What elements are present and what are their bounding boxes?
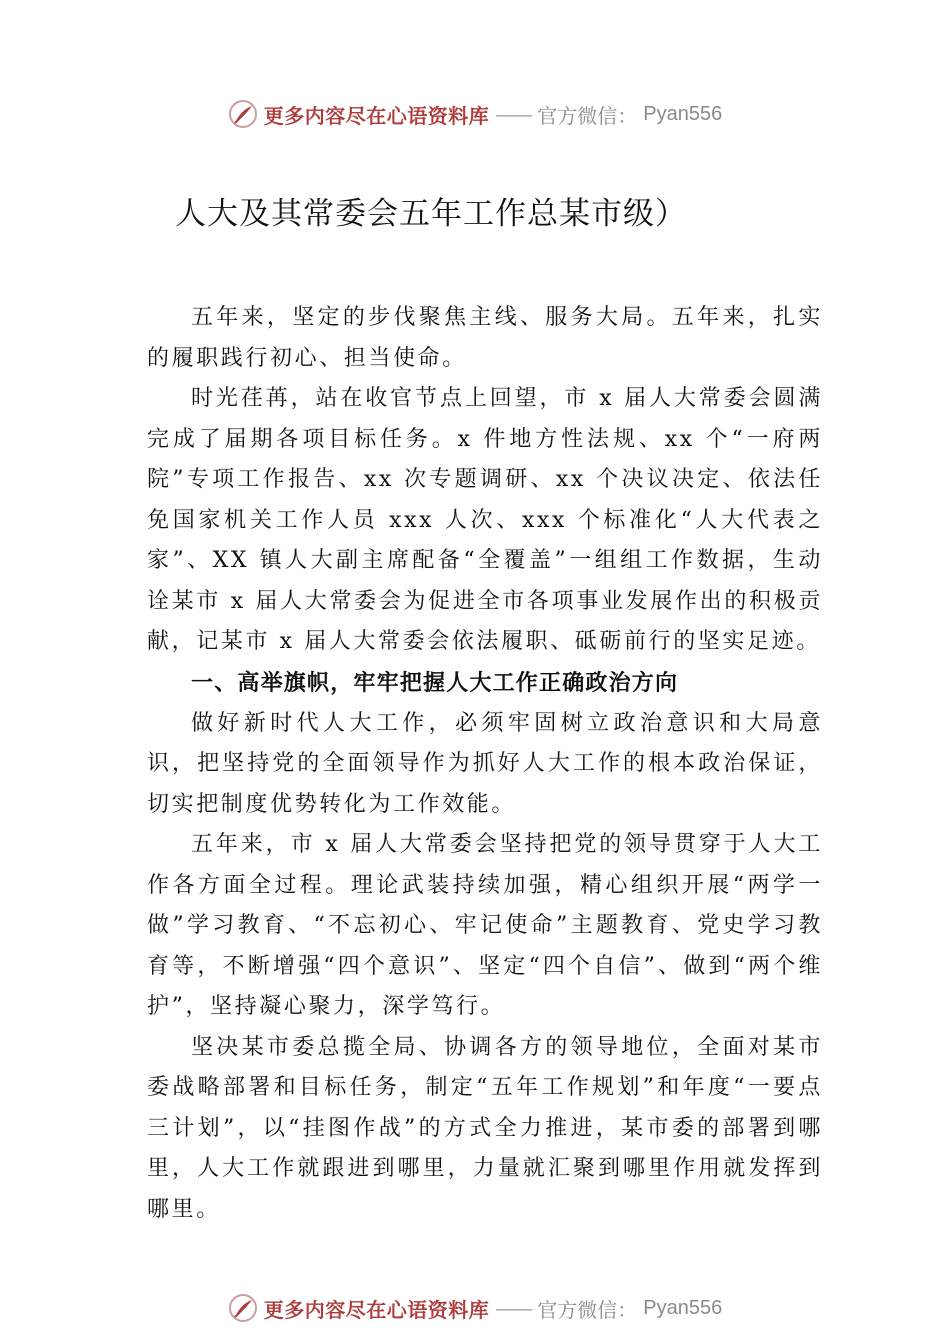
section-heading-1: 一、高举旗帜，牢牢把握人大工作正确政治方向 [191,670,679,696]
header-watermark-banner [0,94,950,134]
section1-paragraph: 五年来，市 x 届人大常委会坚持把党的领导贯穿于人大工作各方面全过程。理论武装持续加强，精心组织开展“两学一做”学习教育、“不忘初心、牢记使命”主题教育、党史学习教育等，不断增强“四个意识”、坚定“四个自信”、做到“两个维护”，坚持凝心聚力，深学笃行。 [147,832,823,1019]
quill-logo-icon [228,99,258,129]
wechat-label: 官方微信： [537,103,638,128]
banner-separator: —— [495,102,532,126]
section1-paragraph: 坚决某市委总揽全局、协调各方的领导地位，全面对某市委战略部署和目标任务，制定“五年工作规划”和年度“一要点三计划”，以“挂图作战”的方式全力推进，某市委的部署到哪里，人大工作就跟进到哪里，力量就汇聚到哪里作用就发挥到哪里。 [147,1034,823,1222]
document-body [147,298,823,1230]
wechat-id: Pyan556 [643,1296,723,1319]
wechat-id: Pyan556 [643,102,723,125]
banner-separator: —— [495,1296,532,1320]
document-title: 人大及其常委会五年工作总某市级） [175,196,687,232]
wechat-label: 官方微信： [537,1297,638,1322]
section1-paragraph: 做好新时代人大工作，必须牢固树立政治意识和大局意识，把坚持党的全面领导作为抓好人大工作的根本政治保证，切实把制度优势转化为工作效能。 [147,710,823,817]
footer-watermark-banner [0,1288,950,1328]
brand-text: 更多内容尽在心语资料库 [263,1297,490,1322]
paragraph-intro: 五年来，坚定的步伐聚焦主线、服务大局。五年来，扎实的履职践行初心、担当使命。 [147,305,823,371]
quill-logo-icon [228,1293,258,1323]
brand-text: 更多内容尽在心语资料库 [263,103,490,128]
paragraph-review: 时光荏苒，站在收官节点上回望，市 x 届人大常委会圆满完成了届期各项目标任务。x 件地方性法规、xx 个“一府两院”专项工作报告、xx 次专题调研、xx 个决议决定、依法任免国家机关工作人员 xxx 人次、xxx 个标准化“人大代表之家”、XX 镇人大副主席配备“全覆盖”一组组工作数据，生动诠某市 x 届人大常委会为促进全市各项事业发展作出的积极贡献，记某市 x 届人大常委会依法履职、砥砺前行的坚实足迹。 [147,386,823,654]
